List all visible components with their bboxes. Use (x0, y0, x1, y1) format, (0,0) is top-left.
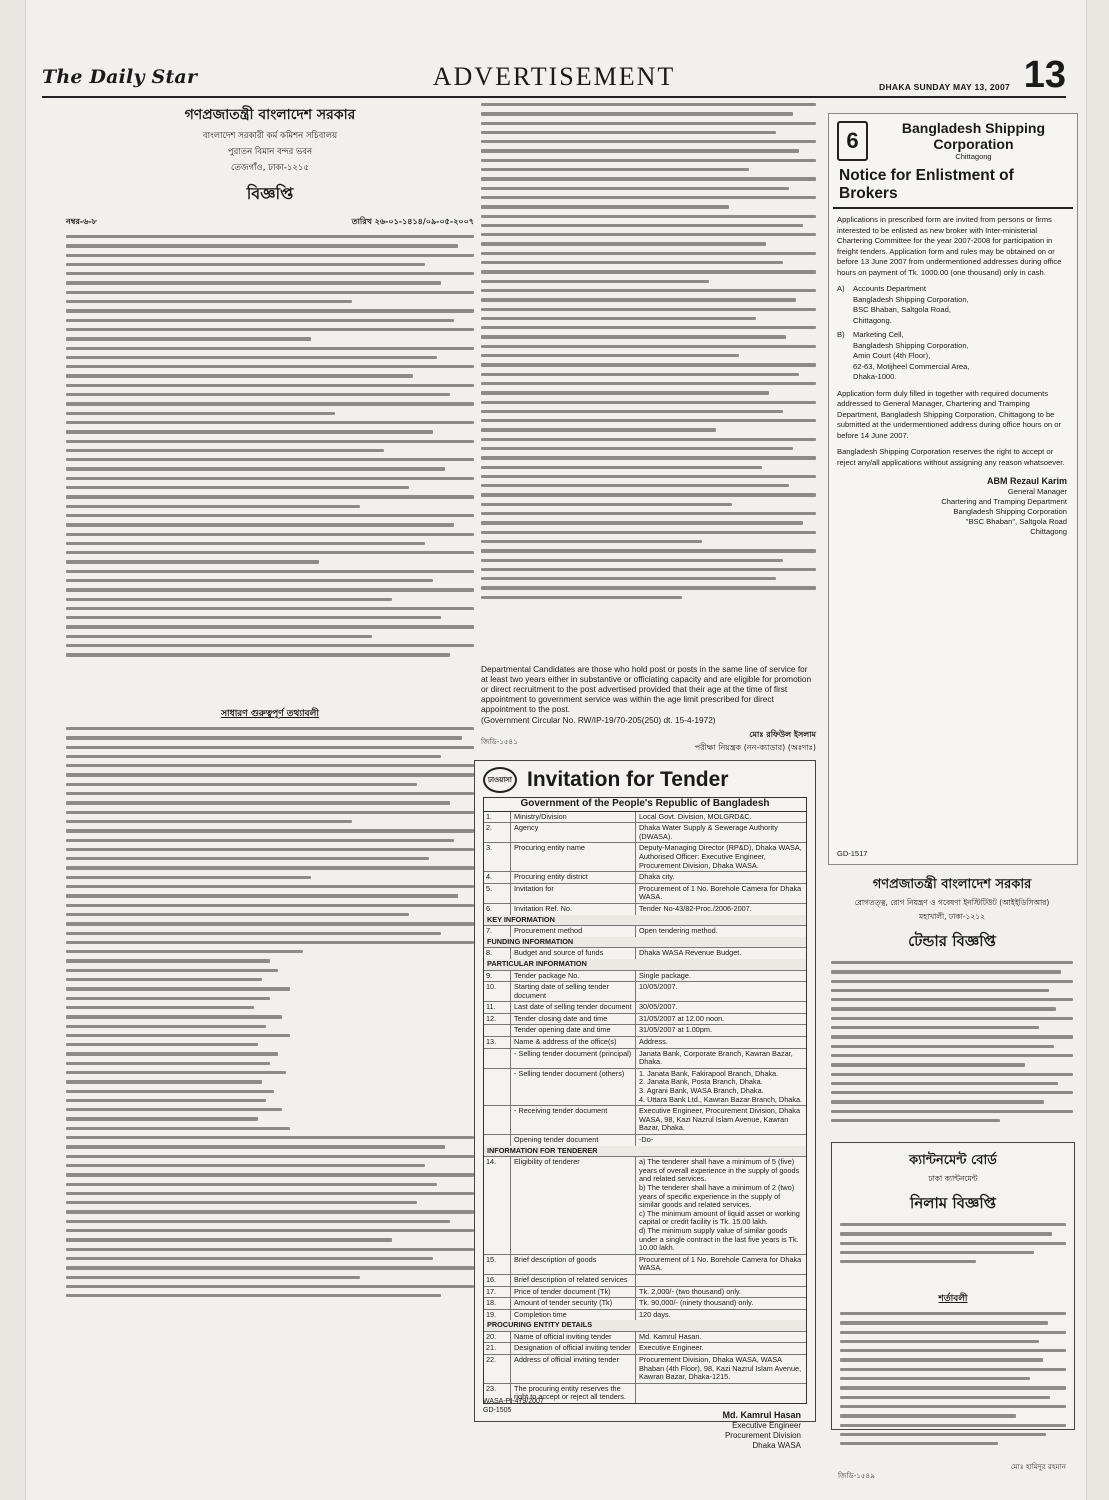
tender-row-value: 31/05/2007 at 1.00pm. (639, 1025, 713, 1035)
tender-row-key: Procurement method (511, 926, 636, 937)
shipping-paragraph-2: Application form duly filled in together with required documents addressed to General Manager, Chartering and Tramping Department, Bangladesh Shipping Corporation, Chittagong to be submitted at the undermentioned address during office hours on or before 14 June 2007. (837, 388, 1062, 440)
tender-row-value: Single package. (639, 970, 691, 980)
shipping-signer: ABM Rezaul Karim (986, 476, 1067, 486)
tender-row-value (636, 1275, 806, 1286)
tender-signature (475, 1410, 801, 1451)
tender-row-key: The procuring entity reserves the right to accept or reject all tenders. (511, 1384, 636, 1403)
continuation-text (481, 103, 816, 658)
tender-table (483, 797, 807, 1404)
notice-signer-title: পরীক্ষা নিয়ন্ত্রক (নন-ক্যাডার) (অঃদাঃ) (694, 743, 816, 752)
tender-row (484, 926, 806, 937)
tender-row (484, 1106, 806, 1135)
tender-row-value: a) The tenderer shall have a minimum of 5 (five) years of overall experience in the supply of goods and related services. b) The tenderer shall have a minimum of 2 (two) years of specific experience in the supply of similar goods and related services. c) The minimum amount of liquid asset or working capital or credit facility is Tk. 15.00 lakh. d) The minimum supply value of similar goods under a single contract in the last five years is Tk. 10.00 lakh. (639, 1157, 800, 1253)
tender-row (484, 1310, 806, 1321)
notice-subtitle-2: পুরাতন বিমান বন্দর ভবন (227, 147, 313, 157)
cantonment-title: ক্যান্টনমেন্ট বোর্ড (909, 1153, 997, 1168)
cantonment-body-text (840, 1223, 1066, 1283)
notice-signer: মোঃ রফিউল ইসলাম (749, 730, 816, 739)
tender-row-number: 10. (484, 982, 511, 1001)
tender-signer-title-3: Dhaka WASA (752, 1441, 801, 1451)
general-info-heading: সাধারণ গুরুত্বপূর্ণ তথ্যাবলী (221, 709, 319, 719)
tender-row-value: Address. (639, 1037, 668, 1047)
tender-row-key: Last date of selling tender document (511, 1002, 636, 1013)
page-number: 13 (1023, 54, 1066, 96)
tender-row-number: 14. (484, 1157, 511, 1254)
tender-row-value: Procurement of 1 No. Borehole Camera for Dhaka WASA. (639, 883, 802, 902)
iedcr-body-text (831, 961, 1073, 1151)
tender-row-key: Ministry/Division (511, 812, 636, 823)
cantonment-conditions-text (840, 1312, 1066, 1462)
tender-row-number: 4. (484, 872, 511, 883)
newspaper-brand: The Daily Star (42, 66, 198, 88)
tender-govt-line: Government of the People's Republic of Bangladesh (484, 798, 806, 812)
notice-subtitle: বাংলাদেশ সরকারী কর্ম কমিশন সচিবালয় (202, 131, 338, 141)
tender-row (484, 982, 806, 1002)
general-info-text (66, 727, 474, 1447)
iedcr-subtitle: রোগতত্ত্ব, রোগ নিয়ন্ত্রণ ও গবেষণা ইনস্টিটিউট (আইইডিসিআর) (854, 898, 1050, 907)
tender-row (484, 1275, 806, 1287)
tender-row-value: Deputy-Managing Director (RP&D), Dhaka WASA, Authorised Officer: Executive Engineer, Procurement Division, Dhaka WASA. (639, 843, 802, 870)
tender-ref (483, 1397, 544, 1415)
tender-row (484, 1037, 806, 1049)
tender-row (484, 884, 806, 904)
invitation-for-tender-ad (474, 760, 816, 1451)
tender-row-value: Dhaka city. (639, 872, 675, 882)
tender-row-key: Name & address of the office(s) (511, 1037, 636, 1048)
tender-signer-title-1: Executive Engineer (732, 1421, 801, 1431)
tender-row-number: 20. (484, 1332, 511, 1343)
bsc-logo: 6 (837, 121, 868, 161)
tender-row (484, 1332, 806, 1344)
tender-rows-a (484, 812, 806, 915)
shipping-corporation-ad (828, 113, 1078, 865)
address-a-label: A) (837, 284, 845, 293)
tender-row-value: Dhaka Water Supply & Sewerage Authority (DWASA). (639, 823, 778, 841)
tender-row-key: Address of official inviting tender (511, 1355, 636, 1383)
address-a-text: Accounts Department Bangladesh Shipping Corporation, BSC Bhaban, Saltgola Road, Chittagong. (853, 284, 969, 325)
tender-row (484, 1069, 806, 1106)
tender-row-key: Invitation for (511, 884, 636, 903)
tender-row (484, 1287, 806, 1299)
tender-row-key: Brief description of goods (511, 1255, 636, 1274)
tender-signer-title-2: Procurement Division (724, 1431, 801, 1441)
tender-row-number (484, 1135, 511, 1146)
section-information-for-tenderer: INFORMATION FOR TENDERER (484, 1146, 806, 1158)
notice-body-text (66, 235, 474, 700)
tender-row-number (484, 1106, 511, 1134)
address-b-text: Marketing Cell, Bangladesh Shipping Corporation, Amin Court (4th Floor), 62-63, Motijheel Commercial Area, Dhaka-1000. (853, 330, 970, 381)
tender-row-number: 1. (484, 812, 511, 823)
shipping-ref: GD-1517 (837, 849, 868, 858)
cantonment-auction-notice (831, 1142, 1075, 1481)
address-a (837, 284, 1069, 326)
shipping-org-name: Bangladesh Shipping Corporation (901, 120, 1046, 152)
tender-row (484, 1135, 806, 1146)
tender-row-key: - Receiving tender document (511, 1106, 636, 1134)
section-title: ADVERTISEMENT (432, 62, 676, 91)
tender-row-key: - Selling tender document (principal) (511, 1049, 636, 1068)
tender-rows-c (484, 948, 806, 959)
tender-row-number: 11. (484, 1002, 511, 1013)
tender-row-key: Price of tender document (Tk) (511, 1287, 636, 1298)
conditions-heading-wrap (832, 1291, 1074, 1306)
tender-row-value: Executive Engineer. (639, 1343, 704, 1353)
shipping-paragraph-3: Bangladesh Shipping Corporation reserves the right to accept or reject any/all applications without assigning any reason whatsoever. (837, 447, 1065, 467)
tender-row-value: -Do- (639, 1135, 654, 1144)
tender-row-key: Tender closing date and time (511, 1014, 636, 1025)
iedcr-tender-notice (831, 875, 1073, 1120)
tender-row (484, 843, 806, 872)
tender-row-value: Janata Bank, Corporate Branch, Kawran Bazar, Dhaka. (639, 1048, 793, 1067)
tender-row-number (484, 1069, 511, 1105)
tender-rows-e (484, 1157, 806, 1320)
memo-line (66, 216, 474, 229)
tender-row-key: Tender package No. (511, 971, 636, 982)
tender-row (484, 872, 806, 884)
tender-row-value: Local Govt. Division, MOLGRD&C. (639, 811, 752, 821)
tender-row-key: Amount of tender security (Tk) (511, 1298, 636, 1309)
tender-row-number: 16. (484, 1275, 511, 1286)
tender-row-value: Open tendering method. (639, 926, 718, 936)
tender-row-value: Dhaka WASA Revenue Budget. (639, 948, 742, 958)
tender-row-value: 31/05/2007 at 12.00 noon. (639, 1013, 725, 1023)
conditions-heading: শর্তাবলী (938, 1294, 968, 1304)
tender-row (484, 1049, 806, 1069)
tender-row-number: 18. (484, 1298, 511, 1309)
tender-row (484, 1157, 806, 1255)
cantonment-ref: জিডি-১৫৪৯ (838, 1471, 875, 1481)
cantonment-heading: নিলাম বিজ্ঞপ্তি (910, 1194, 996, 1212)
tender-row (484, 948, 806, 959)
tender-title: Invitation for Tender (527, 768, 729, 791)
shipping-paragraph-1: Applications in prescribed form are invited from persons or firms interested to be enlisted as new broker with Inter-ministerial Chartering Committee for the year 2007-2008 for participation in freight tenders. Application form and rules may be obtained on or before 13 June 2007 from undermentioned addresses during office hours on payment of Tk. 1000.00 (one thousand) only in cash. (837, 215, 1062, 277)
tender-rows-b (484, 926, 806, 937)
tender-ref-2: GD-1505 (483, 1407, 512, 1414)
tender-row-value: Md. Kamrul Hasan. (639, 1331, 702, 1341)
tender-row (484, 1002, 806, 1014)
shipping-signer-title-5: Chittagong (1030, 527, 1067, 536)
circular-ref: (Government Circular No. RW/IP-19/70-205(250) dt. 15-4-1972) (481, 715, 716, 725)
section-key-information: KEY INFORMATION (484, 915, 806, 927)
tender-row-key: Name of official inviting tender (511, 1332, 636, 1343)
shipping-city: Chittagong (955, 152, 992, 161)
tender-row-key: - Selling tender document (others) (511, 1069, 636, 1105)
tender-row (484, 1355, 806, 1384)
tender-row-number: 3. (484, 843, 511, 871)
shipping-signer-title-1: General Manager (1007, 487, 1067, 496)
tender-rows-d (484, 971, 806, 1146)
tender-row-number: 2. (484, 823, 511, 842)
tender-row-number: 17. (484, 1287, 511, 1298)
tender-row-key: Brief description of related services (511, 1275, 636, 1286)
tender-row-value: Executive Engineer, Procurement Division, Dhaka WASA, 98, Kazi Nazrul Islam Avenue, Kawran Bazar, Dhaka. (639, 1106, 801, 1133)
masthead (42, 54, 1066, 98)
tender-row-key: Opening tender document (511, 1135, 636, 1146)
tender-ref-1: WASA-PI-479/2007 (483, 1398, 544, 1405)
address-b-label: B) (837, 330, 845, 339)
tender-row-value: 1. Janata Bank, Fakirapool Branch, Dhaka. 2. Janata Bank, Posta Branch, Dhaka. 3. Agrani Bank, WASA Branch, Dhaka. 4. Uttara Bank Ltd., Kawran Bazar Branch, Dhaka. (639, 1068, 803, 1104)
tender-row (484, 904, 806, 915)
tender-row-number: 9. (484, 971, 511, 982)
tender-row-number: 7. (484, 926, 511, 937)
tender-row-number: 21. (484, 1343, 511, 1354)
tender-row-number: 12. (484, 1014, 511, 1025)
tender-rows-f (484, 1332, 806, 1403)
tender-row-value: 10/05/2007. (639, 982, 678, 992)
tender-row (484, 1343, 806, 1355)
tender-row-number (484, 1049, 511, 1068)
tender-row-value: Procurement of 1 No. Borehole Camera for Dhaka WASA. (639, 1254, 802, 1273)
tender-row-key: Completion time (511, 1310, 636, 1321)
tender-row-key: Budget and source of funds (511, 948, 636, 959)
iedcr-title: গণপ্রজাতন্ত্রী বাংলাদেশ সরকার (872, 877, 1032, 892)
tender-row (484, 812, 806, 824)
govt-notice-continuation (481, 97, 816, 752)
tender-row-value: Tender No-43/82-Proc./2006-2007. (639, 903, 752, 913)
iedcr-heading: টেন্ডার বিজ্ঞপ্তি (908, 932, 996, 950)
tender-row-number: 19. (484, 1310, 511, 1321)
tender-row-key: Designation of official inviting tender (511, 1343, 636, 1354)
tender-row-number: 23. (484, 1384, 511, 1403)
section-funding-information: FUNDING INFORMATION (484, 937, 806, 949)
tender-row-value (636, 1384, 806, 1403)
tender-row-key: Procuring entity name (511, 843, 636, 871)
section-procuring-entity-details: PROCURING ENTITY DETAILS (484, 1320, 806, 1332)
tender-row (484, 823, 806, 843)
tender-row-number: 15. (484, 1255, 511, 1274)
tender-row-key: Procuring entity district (511, 872, 636, 883)
tender-row (484, 1298, 806, 1310)
memo-date: তারিখ ২৬-০১-১৪১৪/০৯-০৫-২০০৭ (351, 217, 474, 226)
wasa-logo: ঢাওয়াসা (483, 767, 517, 793)
tender-row-value: 30/05/2007. (639, 1002, 678, 1012)
shipping-signer-title-2: Chartering and Tramping Department (941, 497, 1067, 506)
tender-row-number: 13. (484, 1037, 511, 1048)
tender-row-value: 120 days. (639, 1309, 671, 1319)
dateline: DHAKA SUNDAY MAY 13, 2007 (879, 82, 1010, 92)
shipping-signer-title-3: Bangladesh Shipping Corporation (953, 507, 1067, 516)
tender-row-value: Tk. 2,000/- (two thousand) only. (639, 1286, 742, 1296)
tender-row-number (484, 1025, 511, 1036)
shipping-notice-title: Notice for Enlistment of Brokers (833, 161, 1073, 209)
shipping-signer-title-4: "BSC Bhaban", Saltgola Road (965, 517, 1067, 526)
notice-title: গণপ্রজাতন্ত্রী বাংলাদেশ সরকার (184, 107, 356, 123)
tender-row-key: Agency (511, 823, 636, 842)
tender-row (484, 1255, 806, 1275)
tender-row-key: Tender opening date and time (511, 1025, 636, 1036)
tender-row-value: Procurement Division, Dhaka WASA, WASA Bhaban (4th Floor), 98, Kazi Nazrul Islam Avenue, Kawran Bazar, Dhaka-1215. (639, 1355, 802, 1382)
cantonment-signer: মোঃ হামিদুর রহমান (1010, 1462, 1066, 1471)
govt-recruitment-notice (66, 97, 474, 1427)
newspaper-page (26, 0, 1086, 1500)
tender-row (484, 1025, 806, 1037)
tender-row-number: 8. (484, 948, 511, 959)
notice-heading: বিজ্ঞপ্তি (246, 184, 294, 203)
tender-row-key: Invitation Ref. No. (511, 904, 636, 915)
notice-subtitle-3: তেজগাঁও, ঢাকা-১২১৫ (231, 163, 309, 173)
section-particular-information: PARTICULAR INFORMATION (484, 959, 806, 971)
tender-row-key: Eligibility of tenderer (511, 1157, 636, 1254)
cantonment-subtitle: ঢাকা ক্যান্টনমেন্ট (928, 1174, 978, 1183)
tender-row (484, 971, 806, 983)
tender-row-number: 6. (484, 904, 511, 915)
shipping-signature (839, 476, 1067, 537)
tender-row-number: 5. (484, 884, 511, 903)
departmental-candidates-note: Departmental Candidates are those who hold post or posts in the same line of service for at least two years either in substantive or officiating capacity and are eligible for promotion or direct recruitment to the post advertised provided that their age at the time of first appointment to government service was within the age limit prescribed for direct appointment to the post. (481, 664, 812, 714)
notice-ref: জিডি-১৫৪১ (481, 737, 518, 746)
iedcr-subtitle-2: মহাখালী, ঢাকা-১২১২ (919, 912, 985, 921)
tender-row-value: Tk. 90,000/- (ninety thousand) only. (639, 1298, 754, 1308)
tender-signer: Md. Kamrul Hasan (722, 1410, 801, 1421)
tender-row-key: Starting date of selling tender document (511, 982, 636, 1001)
tender-row-number: 22. (484, 1355, 511, 1383)
memo-number: নম্বর-৬-৮ (66, 217, 97, 226)
address-b (837, 330, 1069, 383)
tender-row (484, 1014, 806, 1026)
